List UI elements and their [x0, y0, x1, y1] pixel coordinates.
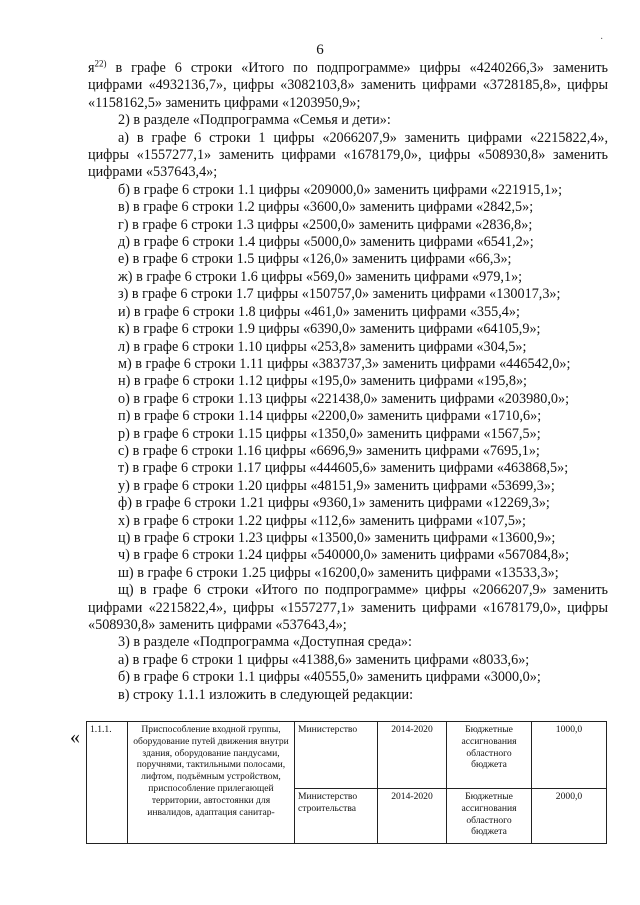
item-ts: ц) в графе 6 строки 1.23 цифры «13500,0» заменить цифрами «13600,9»;	[118, 529, 556, 546]
opening-quote: «	[70, 726, 80, 748]
item-k: к) в графе 6 строки 1.9 цифры «6390,0» заменить цифрами «64105,9»;	[118, 321, 541, 338]
item-s: с) в графе 6 строки 1.16 цифры «6696,9» заменить цифрами «7695,1»;	[118, 442, 540, 459]
section-2-heading: 2) в разделе «Подпрограмма «Семья и дети»:	[118, 112, 391, 129]
ya-letter: я	[88, 60, 95, 76]
item-b: б) в графе 6 строки 1.1 цифры «209000,0» заменить цифрами «221915,1»;	[118, 181, 563, 198]
footnote-superscript: 22)	[94, 58, 107, 69]
executor-cell: Министерство строительства	[295, 789, 378, 844]
row-number-cell: 1.1.1.	[87, 722, 128, 844]
item-m: м) в графе 6 строки 1.11 цифры «383737,3» заменить цифрами «446542,0»;	[118, 355, 571, 372]
program-table	[86, 721, 607, 844]
item-g: г) в графе 6 строки 1.3 цифры «2500,0» заменить цифрами «2836,8»;	[118, 216, 533, 233]
table-row	[87, 722, 607, 789]
document-body	[88, 60, 608, 704]
item-z: з) в графе 6 строки 1.7 цифры «150757,0» заменить цифрами «130017,3»;	[118, 286, 561, 303]
amount-cell: 2000,0	[532, 789, 607, 844]
amount-cell: 1000,0	[532, 722, 607, 789]
item-f: ф) в графе 6 строки 1.21 цифры «9360,1» заменить цифрами «12269,3»;	[118, 495, 550, 512]
description-cell: Приспособление входной группы, оборудование путей движения внутри здания, оборудование пандусами, поручнями, тактильными полосами, лифтом, подъёмным устройством, приспособление прилегающей территории, автостоянки для инвалидов, адаптация санитар-	[128, 722, 295, 844]
section-3-item-v: в) строку 1.1.1 изложить в следующей редакции:	[118, 686, 414, 703]
section-3-item-a: а) в графе 6 строки 1 цифры «41388,6» заменить цифрами «8033,6»;	[118, 651, 530, 668]
years-cell: 2014-2020	[378, 789, 447, 844]
corner-mark: ·	[600, 34, 604, 45]
item-zh: ж) в графе 6 строки 1.6 цифры «569,0» заменить цифрами «979,1»;	[118, 268, 523, 285]
item-sh: ш) в графе 6 строки 1.25 цифры «16200,0» заменить цифрами «13533,3»;	[118, 564, 559, 581]
funding-source-cell: Бюджетные ассигнования областного бюджета	[447, 722, 532, 789]
item-u: у) в графе 6 строки 1.20 цифры «48151,9» заменить цифрами «53699,3»;	[118, 477, 555, 494]
item-a: а) в графе 6 строки 1 цифры «2066207,9» заменить цифрами «2215822,4», цифры «1557277,1» заменить цифрами «1678179,0», цифры «508930,8» заменить цифрами «537643,4»;	[88, 129, 608, 181]
section-3-heading: 3) в разделе «Подпрограмма «Доступная среда»:	[118, 634, 412, 651]
item-kh: х) в графе 6 строки 1.22 цифры «112,6» заменить цифрами «107,5»;	[118, 512, 526, 529]
item-n: н) в графе 6 строки 1.12 цифры «195,0» заменить цифрами «195,8»;	[118, 373, 527, 390]
item-t: т) в графе 6 строки 1.17 цифры «444605,6» заменить цифрами «463868,5»;	[118, 460, 569, 477]
item-l: л) в графе 6 строки 1.10 цифры «253,8» заменить цифрами «304,5»;	[118, 338, 527, 355]
section-3-item-b: б) в графе 6 строки 1.1 цифры «40555,0» заменить цифрами «3000,0»;	[118, 669, 541, 686]
item-e: е) в графе 6 строки 1.5 цифры «126,0» заменить цифрами «66,3»;	[118, 251, 512, 268]
funding-source-cell: Бюджетные ассигнования областного бюджета	[447, 789, 532, 844]
item-d: д) в графе 6 строки 1.4 цифры «5000,0» заменить цифрами «6541,2»;	[118, 234, 534, 251]
paragraph-ya	[88, 60, 608, 112]
item-p: п) в графе 6 строки 1.14 цифры «2200,0» заменить цифрами «1710,6»;	[118, 408, 542, 425]
item-i: и) в графе 6 строки 1.8 цифры «461,0» заменить цифрами «355,4»;	[118, 303, 520, 320]
executor-cell: Министерство	[295, 722, 378, 789]
page-number: 6	[316, 42, 324, 58]
item-r: р) в графе 6 строки 1.15 цифры «1350,0» заменить цифрами «1567,5»;	[118, 425, 541, 442]
item-v: в) в графе 6 строки 1.2 цифры «3600,0» заменить цифрами «2842,5»;	[118, 199, 534, 216]
item-shch: щ) в графе 6 строки «Итого по подпрограмме» цифры «2066207,9» заменить цифрами «2215822,4», цифры «1557277,1» заменить цифрами «1678179,0», цифры «508930,8» заменить цифрами «537643,4»;	[88, 582, 608, 633]
item-ch: ч) в графе 6 строки 1.24 цифры «540000,0» заменить цифрами «567084,8»;	[118, 547, 570, 564]
years-cell: 2014-2020	[378, 722, 447, 789]
item-o: о) в графе 6 строки 1.13 цифры «221438,0» заменить цифрами «203980,0»;	[118, 390, 570, 407]
ya-text: в графе 6 строки «Итого по подпрограмме» цифры «4240266,3» заменить цифрами «4932136,7», цифры «3082103,8» заменить цифрами «3728185,8», цифры «1158162,5» заменить цифрами «1203950,9»;	[88, 60, 608, 111]
